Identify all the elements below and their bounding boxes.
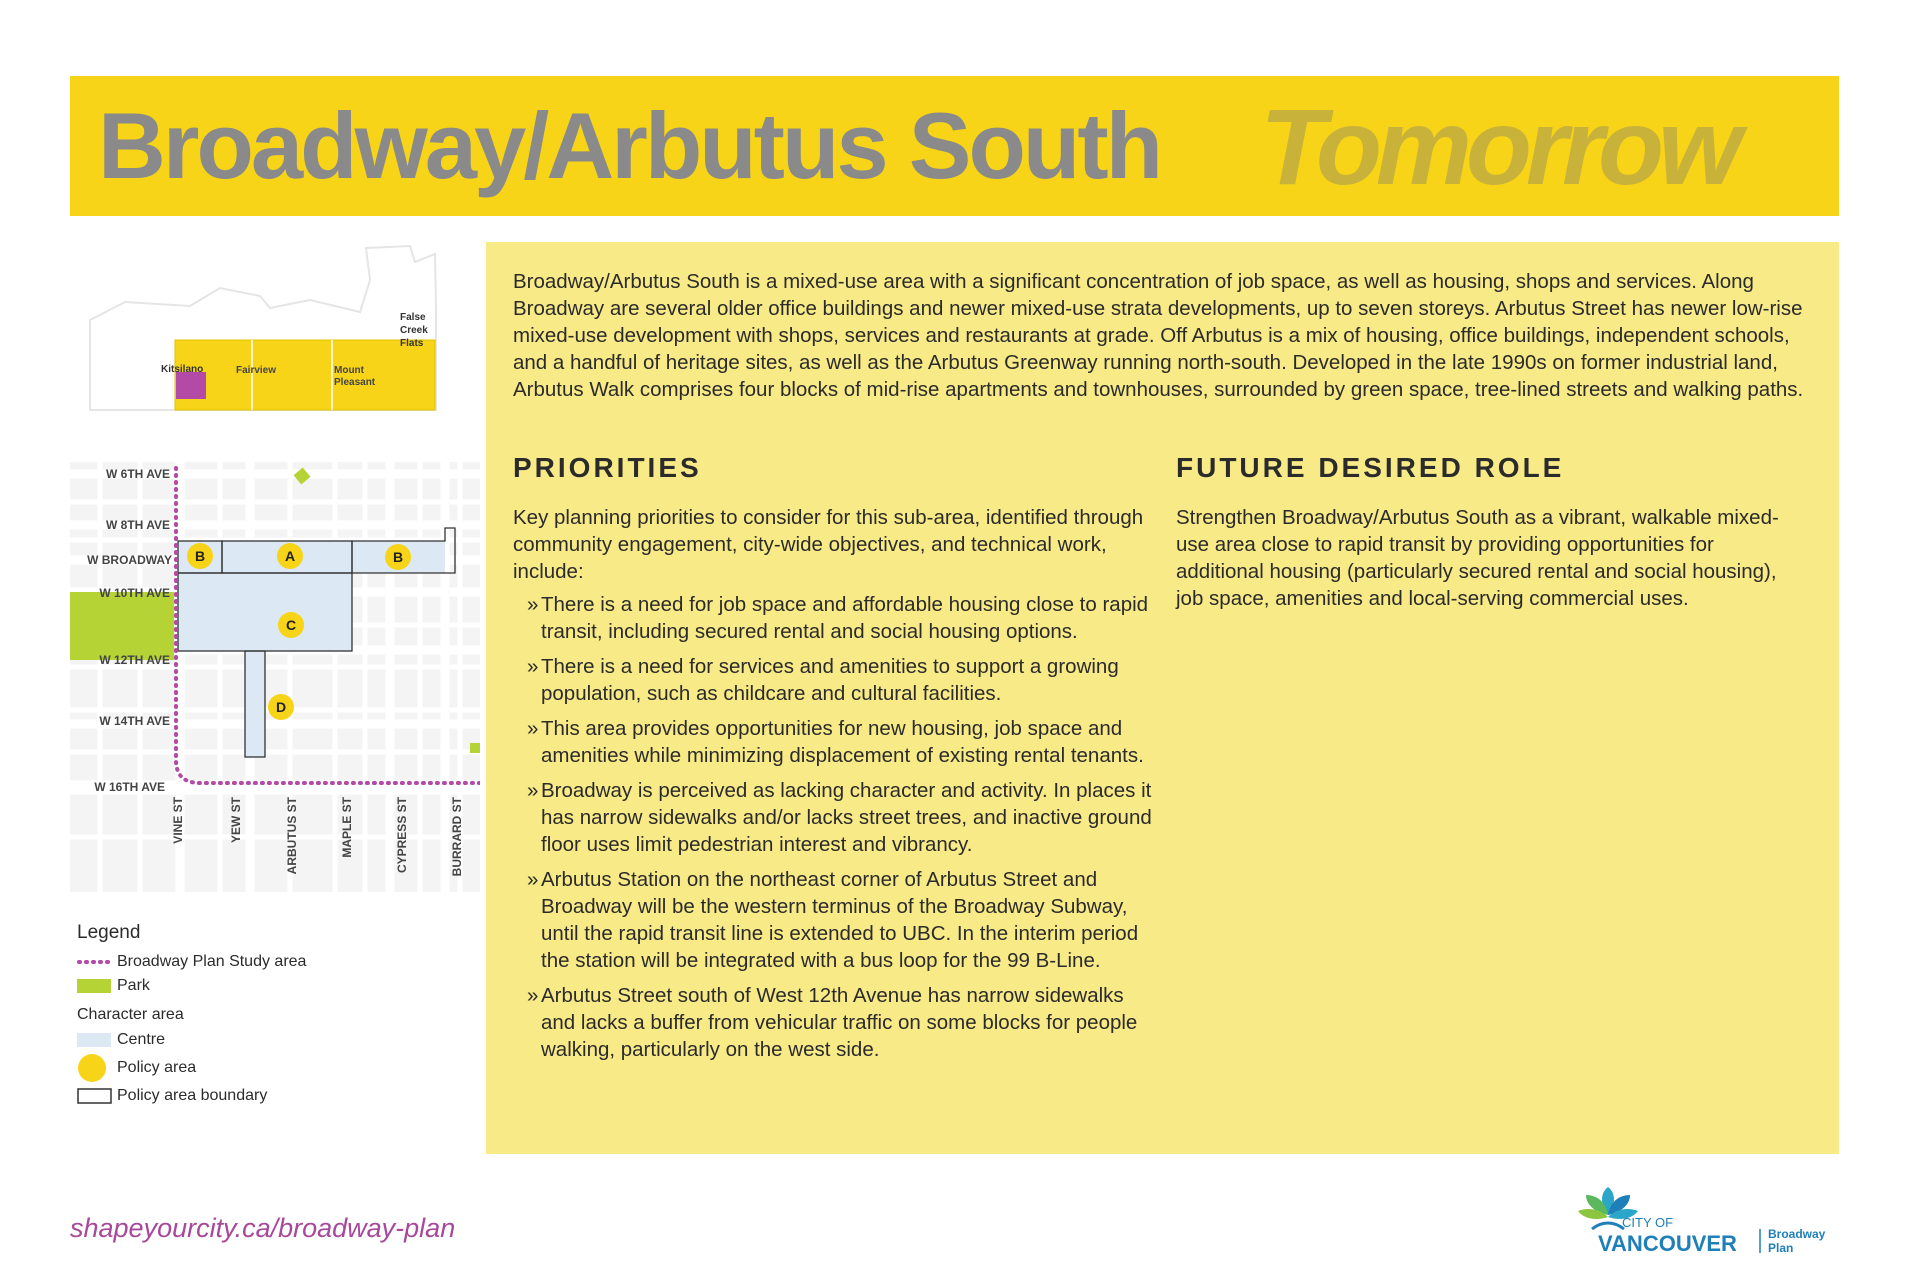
avenue-label-8th: W 8TH AVE (105, 518, 170, 532)
key-label-kitsilano: Kitsilano (161, 364, 204, 375)
legend-centre-label: Centre (117, 1031, 166, 1048)
list-item (527, 982, 1153, 1063)
street-label-burrard: BURRARD ST (450, 797, 464, 877)
intro-paragraph: Broadway/Arbutus South is a mixed-use area with a significant concentration of job space, as well as housing, shops and services. Along Broadway are several older office buildings and newer mixed-use strata developments, up to seven storeys. Arbutus Street has newer low-rise mixed-use development with shops, services and restaurants at grade. Off Arbutus is a mix of housing, office buildings, independent schools, and a handful of heritage sites, as well as the Arbutus Greenway running north-south. Developed in the late 1990s on former industrial land, Arbutus Walk comprises four blocks of mid-rise apartments and townhouses, surrounded by green space, tree-lined streets and walking paths. (513, 270, 1804, 401)
bullet-glyph: » (527, 593, 539, 616)
priorities-heading: PRIORITIES (513, 452, 702, 483)
avenue-label-6th: W 6TH AVE (105, 467, 170, 481)
street-label-vine: VINE ST (171, 797, 185, 844)
priority-text: This area provides opportunities for new housing, job space and amenities while minimizing displacement of existing rental tenants. (541, 717, 1144, 767)
policy-marker-c: C (285, 617, 297, 633)
bullet-glyph: » (527, 717, 539, 740)
bullet-glyph: » (527, 984, 539, 1007)
policy-boundary-swatch (77, 1084, 113, 1108)
content-panel (486, 242, 1839, 1154)
priority-text: Broadway is perceived as lacking character and activity. In places it has narrow sidewalks and/or lacks street trees, and inactive ground floor uses limit pedestrian interest and vibrancy. (541, 779, 1152, 856)
avenue-label-16th: W 16TH AVE (94, 780, 165, 794)
avenue-label-10th: W 10TH AVE (99, 586, 170, 600)
priorities-section (513, 452, 1153, 1071)
bullet-glyph: » (527, 655, 539, 678)
priority-text: Arbutus Station on the northeast corner of Arbutus Street and Broadway will be the western terminus of the Broadway Subway, until the rapid transit line is extended to UBC. In the interim period the station will be integrated with a bus loop for the 99 B-Line. (541, 868, 1139, 972)
list-item (527, 653, 1153, 707)
legend-policy-boundary-label: Policy area boundary (117, 1087, 268, 1104)
policy-marker-b-west: B (194, 548, 206, 564)
legend-character-area-label: Character area (77, 1006, 184, 1023)
priority-text: There is a need for job space and affordable housing close to rapid transit, including secured rental and social housing options. (541, 593, 1149, 643)
legend-park (77, 974, 397, 998)
priority-text: There is a need for services and amenities to support a growing population, such as childcare and cultural facilities. (541, 655, 1119, 705)
list-item (527, 591, 1153, 645)
street-label-cypress: CYPRESS ST (395, 797, 409, 874)
key-label-flats: Flats (400, 338, 424, 349)
legend-policy-area-label: Policy area (117, 1059, 197, 1076)
logo-city-of: CITY OF (1622, 1215, 1674, 1230)
legend-study-area-label: Broadway Plan Study area (117, 953, 307, 970)
key-label-creek: Creek (400, 325, 428, 336)
dotted-line-swatch (77, 950, 113, 974)
policy-area-swatch (77, 1052, 113, 1084)
page-title: Broadway/Arbutus South (98, 93, 1161, 198)
legend-study-area (77, 950, 397, 974)
bullet-glyph: » (527, 868, 539, 891)
street-label-arbutus: ARBUTUS ST (285, 797, 299, 875)
list-item (527, 715, 1153, 769)
title-banner (70, 76, 1839, 216)
bullet-glyph: » (527, 779, 539, 802)
key-label-mount: Mount (334, 365, 364, 376)
future-role-text: Strengthen Broadway/Arbutus South as a vibrant, walkable mixed-use area close to rapid transit by providing opportunities for additional housing (particularly secured rental and social housing), job space, amenities and local-serving commercial uses. (1176, 506, 1779, 610)
legend-title: Legend (77, 922, 141, 943)
legend-policy-area (77, 1052, 397, 1084)
avenue-label-14th: W 14TH AVE (99, 714, 170, 728)
logo-plan-line2: Plan (1768, 1241, 1794, 1255)
legend-centre (77, 1028, 397, 1052)
legend-park-label: Park (117, 977, 150, 994)
key-label-pleasant: Pleasant (334, 377, 376, 388)
centre-swatch (77, 1028, 113, 1052)
page-title-accent: Tomorrow (1260, 86, 1736, 207)
future-role-heading: FUTURE DESIRED ROLE (1176, 452, 1565, 483)
avenue-label-broadway: W BROADWAY (87, 553, 172, 567)
street-label-maple: MAPLE ST (340, 797, 354, 858)
logo-plan-line1: Broadway (1768, 1227, 1826, 1241)
legend-character-area (77, 1002, 397, 1028)
website-link[interactable]: shapeyourcity.ca/broadway-plan (70, 1213, 456, 1243)
legend-policy-boundary (77, 1084, 397, 1108)
avenue-label-12th: W 12TH AVE (99, 653, 170, 667)
policy-marker-d: D (275, 699, 287, 715)
key-label-false: False (400, 312, 426, 323)
priorities-lead: Key planning priorities to consider for this sub-area, identified through community engagement, city-wide objectives, and technical work, include: (513, 506, 1144, 583)
street-map (70, 462, 480, 892)
city-of-vancouver-logo (1578, 1185, 1840, 1255)
key-map (90, 246, 436, 410)
map-legend (77, 922, 397, 1108)
list-item (527, 866, 1153, 974)
park-swatch (77, 974, 113, 998)
area-maps (70, 240, 480, 900)
priorities-list (513, 591, 1153, 1063)
logo-vancouver: VANCOUVER (1598, 1231, 1737, 1255)
list-item (527, 777, 1153, 858)
key-label-fairview: Fairview (236, 365, 277, 376)
policy-marker-a: A (284, 548, 296, 564)
street-label-yew: YEW ST (229, 797, 243, 844)
future-role-section (1176, 452, 1796, 618)
policy-marker-b-east: B (392, 549, 404, 565)
priority-text: Arbutus Street south of West 12th Avenue has narrow sidewalks and lacks a buffer from vehicular traffic on some blocks for people walking, particularly on the west side. (541, 984, 1138, 1061)
